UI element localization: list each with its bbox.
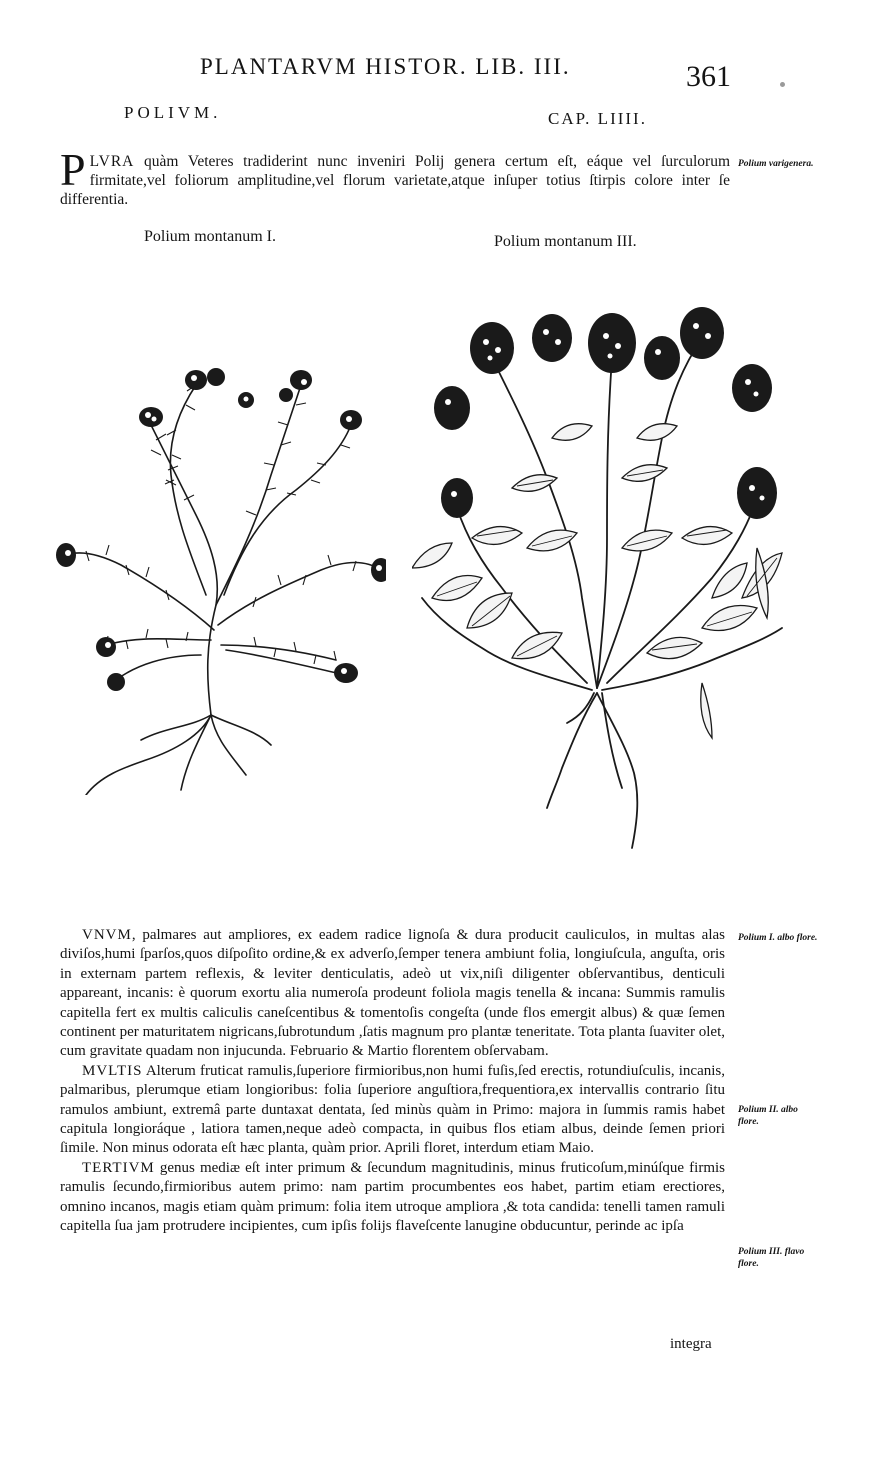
- intro-paragraph: [60, 144, 730, 209]
- woodcut-polium-montanum-3: [412, 298, 792, 858]
- paragraph-1-text: , palmares aut ampliores, ex eadem radice lignoſa & dura producit cauliculos, in multas alas diviſos,humi ſparſos,quos diſpoſito ordine,& ex adverſo,ſemper tenera ambiunt folia, longiuſcula, anguſta, oris in externam partem reflexis, & leviter denticulatis, adeò ut vix,niſi diligenter obſervantibus, denticuli appareant, incanis: è quorum exortu alia numeroſa prodeunt foliola magis tenella & incana: Summis ramulis capitella fert ex multis caliculis caneſcentibus & tomentoſis congeſta (unde flos emergit albus) & quæ ſemen continent per maturitatem nigricans,ſubrotundum ,ſatis magnum pro plantæ teneritate. Tota planta ſuaviter olet, cum gravitate quadam non injucunda. Februario & Martio florentem obſervabam.: [60, 927, 725, 1060]
- paragraph-3-lead: TERTIVM: [82, 1159, 155, 1176]
- margin-note-polium-2: Polium II. albo flore.: [738, 1105, 798, 1127]
- paragraph-1: [60, 926, 725, 1062]
- paragraph-3: [60, 1159, 725, 1237]
- margin-note-polium-1: Polium I. albo flore.: [738, 933, 818, 943]
- paragraph-2-lead: MVLTIS: [82, 1062, 143, 1079]
- paragraph-2: [60, 1062, 725, 1159]
- ink-spot: [780, 82, 785, 87]
- figure-caption-right: Polium montanum III.: [494, 233, 637, 250]
- figure-caption-left: Polium montanum I.: [144, 228, 276, 245]
- page-number: 361: [686, 60, 731, 93]
- margin-note-intro: Polium varigenera.: [738, 159, 814, 169]
- intro-lead-word: LVRA: [89, 153, 135, 170]
- chapter-number: CAP. LIIII.: [548, 109, 647, 128]
- woodcut-polium-montanum-1: [56, 355, 386, 795]
- paragraph-1-lead: VNVM: [82, 927, 132, 943]
- catchword: integra: [670, 1336, 712, 1352]
- paragraph-2-text: Alterum fruticat ramulis,ſuperiore firmioribus,non humi fuſis,ſed erectis, rotundiuſculis, incanis, palmaribus, plerumque etiam longioribus: folia ſuperiore anguſtiora,frequentiora,ex intervallis contrario ſitu ramulos ambiunt, extremâ parte duntaxat dentata, ſed minùs quàm in Primo: majora in ſummis ramis habet capitula longioráque , latiora tamen,neque adeò compacta, in quibus flos etiam albus, deinde ſemen priori ſimile. Non minus odorata eſt hæc planta, quàm prior. Aprili floret, interdum etiam Maio.: [60, 1062, 725, 1157]
- body-text: [60, 926, 725, 1237]
- intro-text: quàm Veteres tradiderint nunc inveniri Polij genera certum eſt, eáque vel ſurculorum firmitate,vel foliorum amplitudine,vel florum varietate,atque inſuper totius ſtirpis colore inter ſe differentia.: [60, 153, 730, 208]
- section-title: POLIVM.: [124, 103, 222, 122]
- drop-cap: P: [60, 144, 86, 195]
- margin-note-polium-3: Polium III. flavo flore.: [738, 1247, 805, 1269]
- running-head: PLANTARVM HISTOR. LIB. III.: [200, 54, 571, 79]
- paragraph-3-text: genus mediæ eſt inter primum & ſecundum magnitudinis, minus fruticoſum,minúſque firmis ramulis ſecundo,firmioribus autem primo: nam partim procumbentes eos habet, partim etiam erectiores, omnino incanos, magis etiam quàm primum: folia item utroque ampliora ,& tota candida: tenelli tamen ramuli capitella ſua jam protrudere incipientes, cum ipſis folijs flaveſcente lanugine obducuntur, perinde ac ipſa: [60, 1159, 725, 1235]
